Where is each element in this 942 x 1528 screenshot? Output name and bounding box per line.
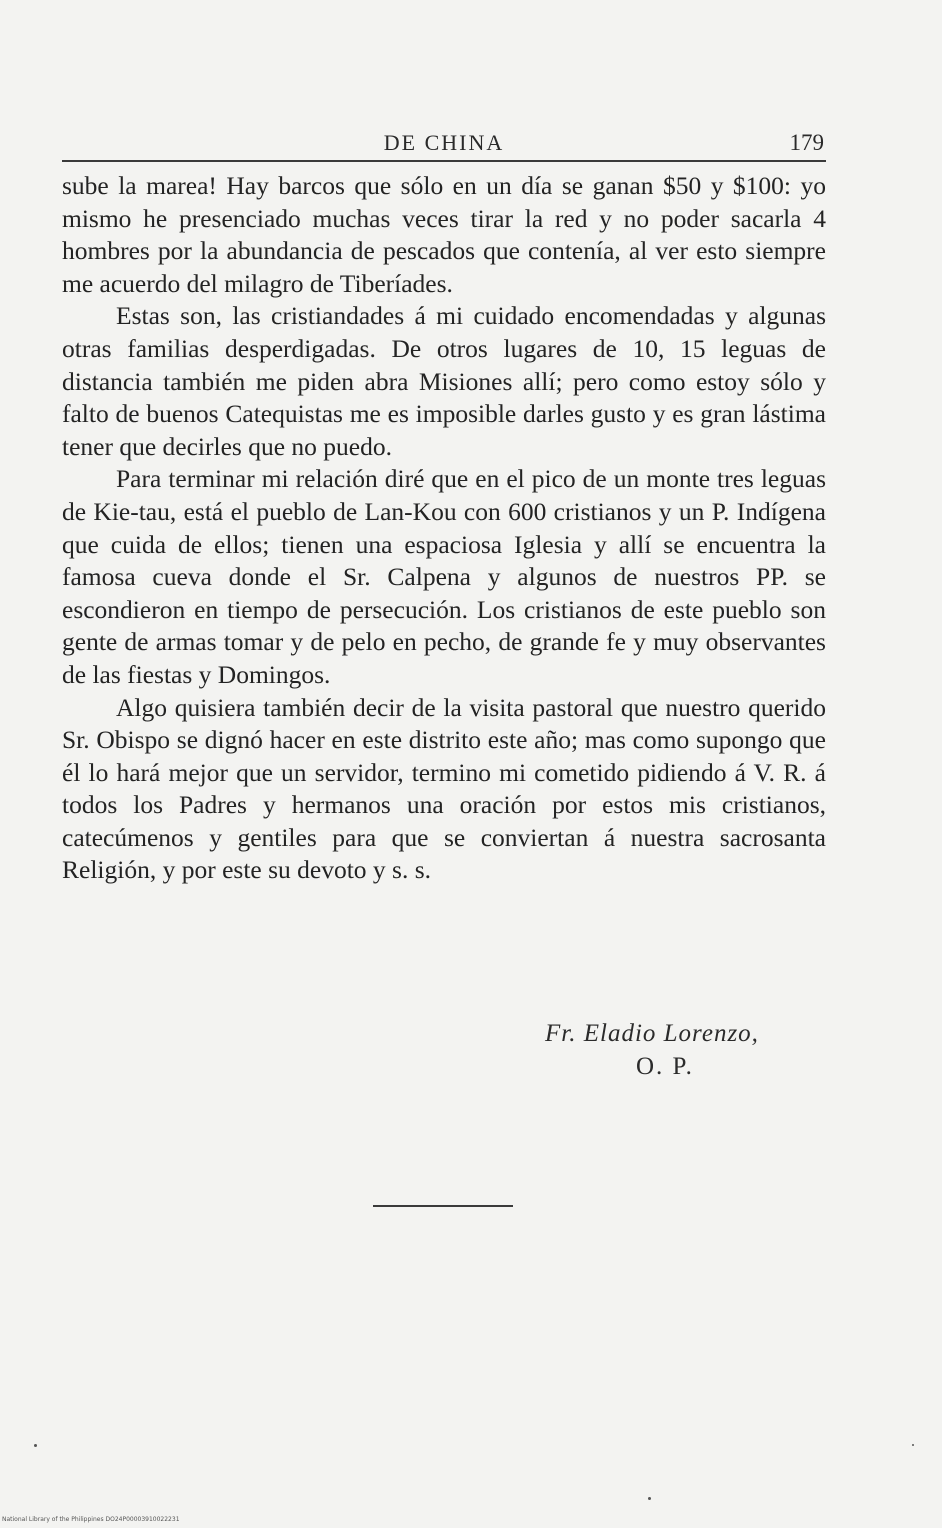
paragraph-3: Para terminar mi relación diré que en el pico de un monte tres leguas de Kie-tau, está el pueblo de Lan-Kou con 600 cristianos y un P. Indígena que cuida de ellos; tienen una espaciosa Iglesia y allí se encuentra la famosa cueva donde el Sr. Calpena y algunos de nuestros PP. se escondieron en tiempo de persecución. Los cristianos de este pueblo son gente de armas tomar y de pelo en pecho, de grande fe y muy observantes de las fiestas y Domingos.: [62, 464, 826, 689]
paragraph-2: Estas son, las cristiandades á mi cuidado encomendadas y algunas otras familias desperdigadas. De otros lugares de 10, 15 leguas de distancia también me piden abra Misiones allí; pero como estoy sólo y falto de buenos Catequistas me es imposible darles gusto y es gran lástima tener que decirles que no puedo.: [62, 301, 826, 461]
paragraph-1: sube la marea! Hay barcos que sólo en un día se ganan $50 y $100: yo mismo he presenciado muchas veces tirar la red y no poder sacarla 4 hombres por la abundancia de pescados que contenía, al ver esto siempre me acuerdo del milagro de Tiberíades.: [62, 171, 826, 298]
signature-order: O. P.: [636, 1053, 694, 1080]
scan-speck: [34, 1444, 37, 1447]
scan-speck: [648, 1497, 651, 1500]
running-title: DE CHINA: [383, 130, 505, 155]
end-rule: [373, 1205, 513, 1207]
running-head: [62, 128, 826, 160]
footer-credit: National Library of the Philippines DO24P00003910022231: [2, 1516, 180, 1523]
signature-name: Fr. Eladio Lorenzo,: [545, 1020, 759, 1047]
scan-speck: [912, 1444, 914, 1446]
page-number: 179: [789, 130, 824, 155]
body-text: [62, 170, 826, 887]
header-rule: [62, 160, 826, 162]
paragraph-4: Algo quisiera también decir de la visita pastoral que nuestro querido Sr. Obispo se dignó hacer en este distrito este año; mas como supongo que él lo hará mejor que un servidor, termino mi cometido pidiendo á V. R. á todos los Padres y hermanos una oración por estos mis cristianos, catecúmenos y gentiles para que se conviertan á nuestra sacrosanta Religión, y por este su devoto y s. s.: [62, 692, 826, 885]
